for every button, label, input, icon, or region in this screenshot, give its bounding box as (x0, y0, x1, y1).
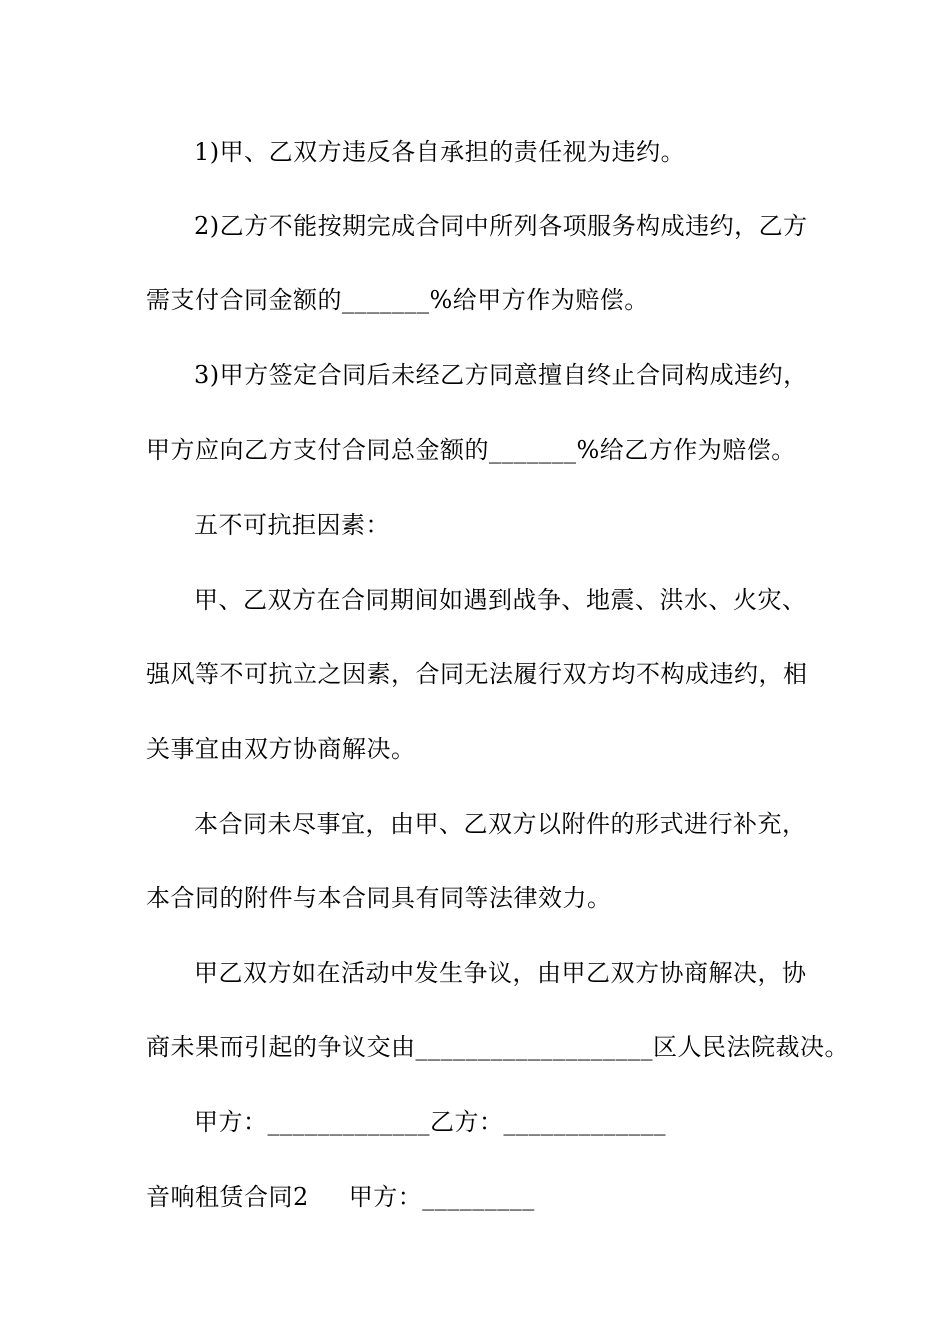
supplement-line-1: 本合同未尽事宜，由甲、乙双方以附件的形式进行补充， (194, 810, 807, 838)
contract-2-title: 音响租赁合同2 (146, 1183, 309, 1211)
force-majeure-line-1: 甲、乙双方在合同期间如遇到战争、地震、洪水、火灾、 (194, 586, 807, 614)
clause-breach-3-line-1: 3)甲方签定合同后未经乙方同意擅自终止合同构成违约， (194, 361, 808, 389)
clause-breach-1: 1)甲、乙双方违反各自承担的责任视为违约。 (194, 138, 686, 166)
contract-2-party-a: 甲方：_________ (348, 1183, 535, 1211)
clause-breach-2-line-2: 需支付合同金额的_______%给甲方作为赔偿。 (146, 286, 649, 314)
dispute-line-2: 商未果而引起的争议交由___________________区人民法院裁决。 (146, 1033, 849, 1061)
contract-2-heading (146, 1181, 535, 1213)
supplement-line-2: 本合同的附件与本合同具有同等法律效力。 (146, 884, 612, 912)
dispute-line-1: 甲乙双方如在活动中发生争议，由甲乙双方协商解决，协 (194, 959, 807, 987)
signature-line: 甲方：_____________乙方：_____________ (194, 1108, 666, 1136)
force-majeure-line-3: 关事宜由双方协商解决。 (146, 735, 416, 763)
clause-breach-3-line-2: 甲方应向乙方支付合同总金额的_______%给乙方作为赔偿。 (146, 436, 796, 464)
section-heading-force-majeure: 五不可抗拒因素： (194, 511, 390, 539)
clause-breach-2-line-1: 2)乙方不能按期完成合同中所列各项服务构成违约，乙方 (194, 212, 808, 240)
force-majeure-line-2: 强风等不可抗立之因素，合同无法履行双方均不构成违约，相 (146, 660, 808, 688)
